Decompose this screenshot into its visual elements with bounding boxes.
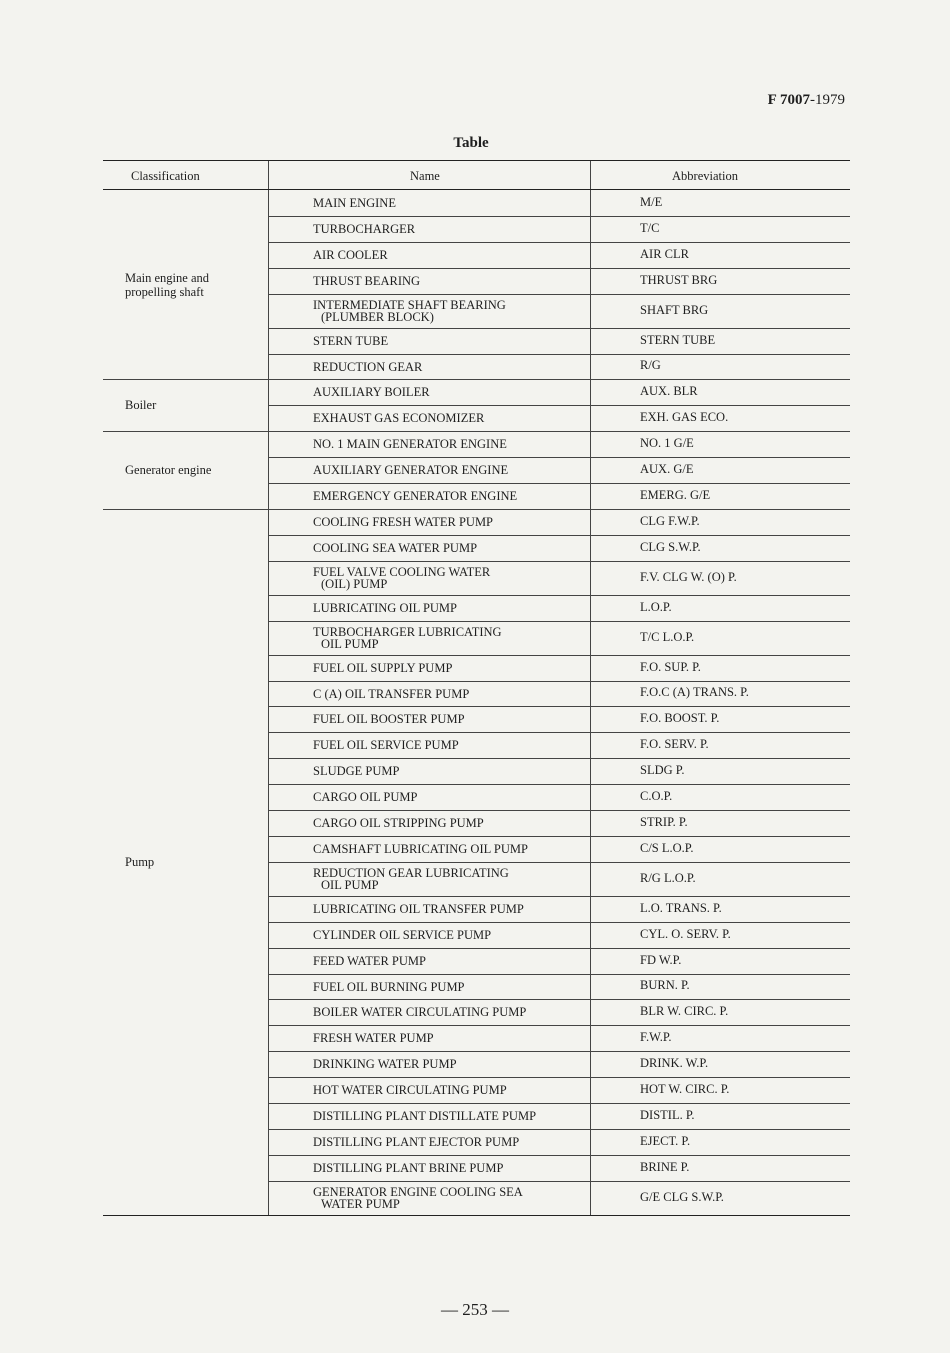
item-name [313, 1032, 434, 1044]
item-name [313, 1162, 503, 1174]
item-abbreviation: CLG S.W.P. [640, 539, 701, 554]
item-name [313, 490, 517, 502]
item-name-line: BOILER WATER CIRCULATING PUMP [313, 1005, 527, 1020]
row-divider [268, 328, 850, 329]
item-abbreviation: F.O. BOOST. P. [640, 711, 720, 726]
item-abbreviation: L.O. TRANS. P. [640, 900, 722, 915]
item-name [313, 626, 502, 650]
item-name [313, 516, 493, 528]
standard-number: F 7007 [767, 92, 810, 108]
abbreviation-table [103, 160, 850, 1215]
item-abbreviation: EJECT. P. [640, 1133, 691, 1148]
item-abbreviation: C.O.P. [640, 789, 673, 804]
row-divider [268, 216, 850, 217]
item-abbreviation: BURN. P. [640, 978, 690, 993]
row-divider [268, 354, 850, 355]
group-divider [103, 379, 850, 380]
item-abbreviation: R/G [640, 358, 661, 373]
item-name-line: WATER PUMP [321, 1196, 400, 1211]
item-abbreviation: R/G L.O.P. [640, 870, 696, 885]
table-header-row [103, 161, 850, 190]
item-abbreviation: STRIP. P. [640, 814, 688, 829]
item-abbreviation: T/C [640, 220, 660, 235]
item-abbreviation: F.O. SUP. P. [640, 659, 701, 674]
item-name-line: CAMSHAFT LUBRICATING OIL PUMP [313, 841, 528, 856]
row-divider [268, 1103, 850, 1104]
item-abbreviation: EMERG. G/E [640, 487, 711, 502]
item-name-line: (OIL) PUMP [321, 576, 388, 591]
group-divider [103, 431, 850, 432]
item-name-line: (PLUMBER BLOCK) [321, 309, 434, 324]
row-divider [268, 999, 850, 1000]
item-name-line: COOLING SEA WATER PUMP [313, 540, 478, 555]
item-name [313, 662, 452, 674]
item-abbreviation: BRINE P. [640, 1159, 690, 1174]
item-abbreviation: AIR CLR [640, 246, 689, 261]
item-name [313, 955, 426, 967]
row-divider [268, 561, 850, 562]
row-divider [268, 862, 850, 863]
item-abbreviation: C/S L.O.P. [640, 840, 694, 855]
item-name [313, 197, 396, 209]
item-name-line: C (A) OIL TRANSFER PUMP [313, 686, 470, 701]
item-abbreviation: STERN TUBE [640, 332, 716, 347]
item-abbreviation: M/E [640, 194, 663, 209]
row-divider [268, 948, 850, 949]
item-name [313, 1084, 507, 1096]
item-name [313, 249, 388, 261]
item-name-line: REDUCTION GEAR LUBRICATING [313, 865, 509, 880]
column-divider [268, 190, 269, 1215]
row-divider [268, 1077, 850, 1078]
item-name-line: EXHAUST GAS ECONOMIZER [313, 411, 485, 426]
item-name-line: OIL PUMP [321, 877, 379, 892]
column-divider [590, 190, 591, 1215]
item-name [313, 542, 477, 554]
table-title: Table [453, 135, 489, 151]
item-name-line: DRINKING WATER PUMP [313, 1057, 457, 1072]
item-name-line: FUEL OIL SUPPLY PUMP [313, 660, 453, 675]
item-name-line: FUEL OIL BURNING PUMP [313, 979, 465, 994]
item-name [313, 361, 422, 373]
row-divider [268, 242, 850, 243]
row-divider [268, 836, 850, 837]
item-abbreviation: F.O. SERV. P. [640, 737, 709, 752]
item-name-line: FEED WATER PUMP [313, 953, 426, 968]
row-divider [268, 706, 850, 707]
page-header [768, 92, 845, 109]
item-name-line: THRUST BEARING [313, 273, 421, 288]
row-divider [268, 810, 850, 811]
header-name: Name [410, 169, 440, 183]
item-name-line: STERN TUBE [313, 333, 389, 348]
group-label: Pump [125, 854, 155, 869]
row-divider [268, 595, 850, 596]
item-abbreviation: CLG F.W.P. [640, 513, 700, 528]
item-name [313, 566, 490, 590]
item-name [313, 223, 415, 235]
item-name [313, 438, 507, 450]
item-name [313, 903, 524, 915]
item-name-line: DISTILLING PLANT EJECTOR PUMP [313, 1134, 520, 1149]
item-name-line: CARGO OIL STRIPPING PUMP [313, 816, 484, 830]
item-abbreviation: SHAFT BRG [640, 302, 709, 317]
table-bottom-rule [103, 1215, 850, 1216]
item-name [313, 412, 484, 424]
standard-year: -1979 [810, 92, 845, 108]
item-abbreviation: EXH. GAS ECO. [640, 410, 729, 425]
row-divider [268, 268, 850, 269]
item-name [313, 981, 465, 993]
group-label: Boiler [125, 398, 157, 413]
item-abbreviation: BLR W. CIRC. P. [640, 1004, 729, 1019]
item-name [313, 817, 484, 829]
item-name-line: NO. 1 MAIN GENERATOR ENGINE [313, 437, 507, 452]
item-abbreviation: AUX. BLR [640, 384, 698, 399]
item-abbreviation: F.O.C (A) TRANS. P. [640, 685, 749, 700]
item-name-line: REDUCTION GEAR [313, 359, 423, 374]
item-name [313, 335, 388, 347]
row-divider [268, 732, 850, 733]
item-name [313, 1006, 526, 1018]
row-divider [268, 535, 850, 536]
item-name [313, 929, 491, 941]
item-name-line: AUXILIARY GENERATOR ENGINE [313, 463, 509, 478]
row-divider [268, 758, 850, 759]
item-name [313, 1110, 536, 1122]
item-name-line: HOT WATER CIRCULATING PUMP [313, 1083, 507, 1098]
row-divider [268, 621, 850, 622]
item-name [313, 464, 508, 476]
item-abbreviation: DRINK. W.P. [640, 1056, 709, 1071]
item-name-line: TURBOCHARGER LUBRICATING [313, 624, 502, 639]
item-name-line: CYLINDER OIL SERVICE PUMP [313, 927, 492, 942]
item-name [313, 602, 457, 614]
item-name [313, 791, 417, 803]
item-name-line: EMERGENCY GENERATOR ENGINE [313, 489, 518, 503]
item-name [313, 688, 469, 700]
row-divider [268, 1051, 850, 1052]
row-divider [268, 1025, 850, 1026]
row-divider [268, 784, 850, 785]
item-name-line: LUBRICATING OIL TRANSFER PUMP [313, 901, 524, 916]
row-divider [268, 896, 850, 897]
item-name-line: FUEL OIL SERVICE PUMP [313, 738, 459, 753]
row-divider [268, 681, 850, 682]
item-abbreviation: AUX. G/E [640, 462, 694, 477]
group-label: Main engine and propelling shaft [125, 270, 210, 299]
row-divider [268, 405, 850, 406]
item-abbreviation: SLDG P. [640, 763, 685, 778]
item-name [313, 299, 506, 323]
item-name [313, 1186, 523, 1210]
column-divider [268, 161, 269, 189]
header-classification: Classification [131, 169, 200, 183]
column-divider [590, 161, 591, 189]
item-abbreviation: L.O.P. [640, 599, 672, 614]
item-name [313, 713, 465, 725]
item-abbreviation: THRUST BRG [640, 272, 718, 287]
item-name [313, 843, 528, 855]
item-abbreviation: T/C L.O.P. [640, 629, 695, 644]
item-name [313, 1058, 457, 1070]
row-divider [268, 974, 850, 975]
item-name-line: DISTILLING PLANT DISTILLATE PUMP [313, 1109, 537, 1123]
item-abbreviation: NO. 1 G/E [640, 436, 694, 451]
item-name-line: GENERATOR ENGINE COOLING SEA [313, 1184, 523, 1199]
item-name [313, 739, 459, 751]
item-abbreviation: HOT W. CIRC. P. [640, 1082, 730, 1097]
item-name-line: DISTILLING PLANT BRINE PUMP [313, 1160, 504, 1175]
page-number: — 253 — [441, 1300, 509, 1319]
item-abbreviation: F.V. CLG W. (O) P. [640, 569, 737, 584]
row-divider [268, 483, 850, 484]
group-divider [103, 509, 850, 510]
item-name-line: FUEL VALVE COOLING WATER [313, 564, 491, 579]
row-divider [268, 1181, 850, 1182]
item-name [313, 275, 420, 287]
item-name [313, 867, 509, 891]
row-divider [268, 655, 850, 656]
item-name [313, 386, 430, 398]
item-name-line: TURBOCHARGER [313, 221, 416, 236]
item-name [313, 765, 399, 777]
group-label: Generator engine [125, 463, 212, 478]
item-name-line: OIL PUMP [321, 636, 379, 651]
item-name-line: LUBRICATING OIL PUMP [313, 600, 457, 615]
item-abbreviation: FD W.P. [640, 952, 682, 967]
item-abbreviation: F.W.P. [640, 1030, 672, 1045]
row-divider [268, 922, 850, 923]
row-divider [268, 457, 850, 458]
item-name-line: CARGO OIL PUMP [313, 790, 418, 805]
item-name-line: INTERMEDIATE SHAFT BEARING [313, 297, 506, 312]
row-divider [268, 1155, 850, 1156]
item-abbreviation: G/E CLG S.W.P. [640, 1189, 724, 1204]
item-abbreviation: DISTIL. P. [640, 1107, 695, 1122]
table-body [103, 190, 850, 1215]
item-name-line: AUXILIARY BOILER [313, 385, 430, 400]
item-name-line: COOLING FRESH WATER PUMP [313, 514, 494, 529]
row-divider [268, 1129, 850, 1130]
item-name-line: SLUDGE PUMP [313, 764, 400, 779]
item-name [313, 1136, 519, 1148]
row-divider [268, 294, 850, 295]
item-name-line: MAIN ENGINE [313, 196, 396, 210]
item-name-line: FUEL OIL BOOSTER PUMP [313, 712, 465, 727]
item-abbreviation: CYL. O. SERV. P. [640, 926, 731, 941]
item-name-line: FRESH WATER PUMP [313, 1031, 434, 1046]
item-name-line: AIR COOLER [313, 247, 388, 262]
header-abbreviation: Abbreviation [672, 169, 738, 183]
